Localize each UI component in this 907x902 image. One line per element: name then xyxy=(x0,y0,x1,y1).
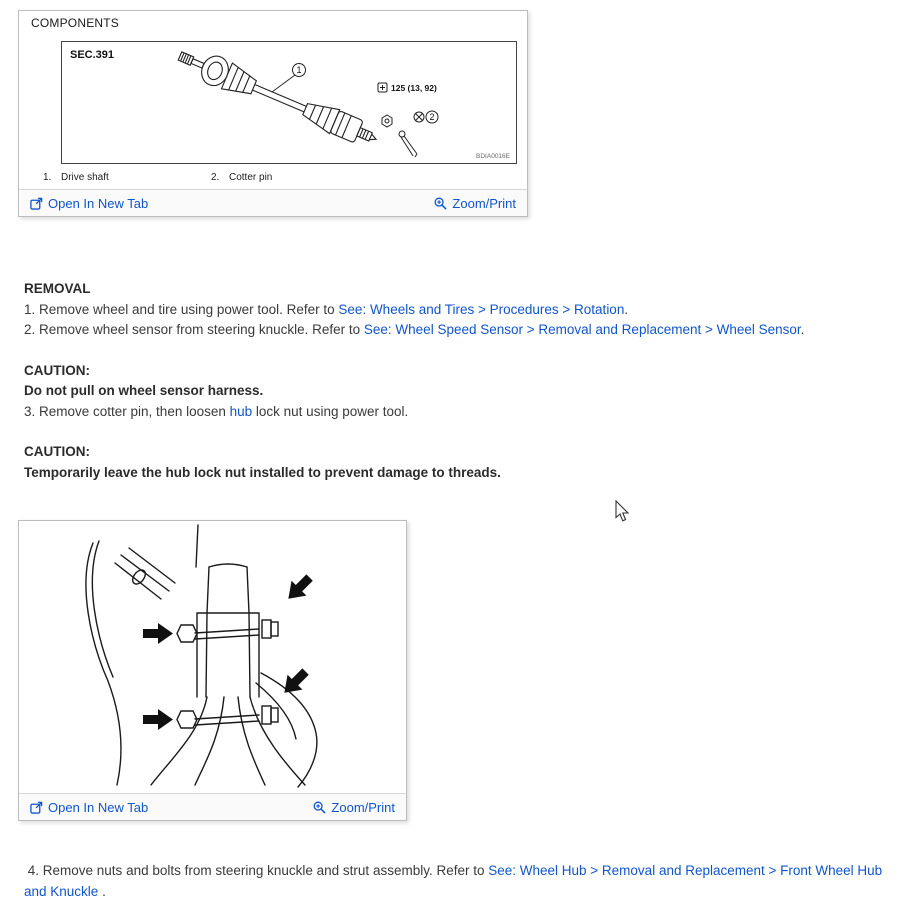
knuckle-strut-drawing xyxy=(86,525,317,787)
cotter-pin-drawing xyxy=(399,131,417,157)
figure-title: COMPONENTS xyxy=(31,16,120,30)
caution-2-text: Temporarily leave the hub lock nut installed to prevent damage to threads. xyxy=(24,464,501,480)
drive-shaft-drawing xyxy=(174,42,382,153)
step-1 xyxy=(24,300,890,321)
open-in-new-tab-link[interactable] xyxy=(30,800,148,815)
step-4 xyxy=(24,861,888,902)
removal-heading: REMOVAL xyxy=(24,281,91,296)
callout-2-number: 2 xyxy=(429,112,435,122)
figure2-footer xyxy=(19,793,406,820)
figure-code: BDIA0016E xyxy=(476,153,510,160)
figure-legend xyxy=(19,172,527,186)
legend-2-label: Cotter pin xyxy=(229,172,273,183)
procedure-text xyxy=(24,279,890,483)
step-4-text: 4. Remove nuts and bolts from steering knuckle and strut assembly. Refer to xyxy=(24,863,489,878)
zoom-print-link[interactable] xyxy=(434,196,516,211)
open-in-new-tab-label: Open In New Tab xyxy=(48,195,149,211)
callout-1-number: 1 xyxy=(296,65,302,75)
zoom-print-link[interactable] xyxy=(313,800,395,815)
legend-2-number: 2. xyxy=(211,172,220,183)
step-4-link[interactable]: See: Wheel Hub > Removal and Replacement > Front Wheel Hub and Knuckle xyxy=(24,863,886,899)
step-2 xyxy=(24,320,890,341)
pointer-arrows xyxy=(143,570,317,730)
mouse-cursor xyxy=(615,500,630,523)
zoom-icon xyxy=(434,197,447,210)
step-3 xyxy=(24,402,890,423)
components-figure-card xyxy=(18,10,528,217)
arrow-lower-left xyxy=(143,709,173,730)
torque-value: 125 (13, 92) xyxy=(391,83,437,93)
arrow-lower-right xyxy=(277,664,313,700)
steering-knuckle-diagram xyxy=(19,521,406,793)
step-2-text: 2. Remove wheel sensor from steering knuckle. Refer to xyxy=(24,322,364,337)
caution-1-heading: CAUTION: xyxy=(24,362,90,378)
zoom-icon xyxy=(313,801,326,814)
discard-symbol-icon xyxy=(414,112,424,122)
drive-shaft-diagram xyxy=(62,42,516,163)
zoom-print-label: Zoom/Print xyxy=(331,799,395,815)
step-1-link[interactable]: See: Wheels and Tires > Procedures > Rotation xyxy=(338,301,625,317)
step-3-suffix: lock nut using power tool. xyxy=(252,403,409,419)
caution-1-text: Do not pull on wheel sensor harness. xyxy=(24,383,264,398)
legend-1-label: Drive shaft xyxy=(61,172,109,183)
arrow-upper-left xyxy=(143,623,173,644)
figure1-footer xyxy=(19,189,527,216)
lock-nut-drawing xyxy=(382,115,392,127)
legend-1-number: 1. xyxy=(43,172,52,183)
caution-2-heading: CAUTION: xyxy=(24,444,90,459)
external-link-icon xyxy=(30,197,43,210)
torque-icon xyxy=(378,83,387,92)
arrow-upper-right xyxy=(281,570,317,606)
knuckle-figure-card xyxy=(18,520,407,821)
external-link-icon xyxy=(30,801,43,814)
diagram-section-label: SEC.391 xyxy=(70,49,115,61)
step-3-link[interactable]: hub xyxy=(229,403,253,419)
step-2-suffix: . xyxy=(800,322,805,337)
open-in-new-tab-label: Open In New Tab xyxy=(48,799,149,815)
drive-shaft-diagram-frame xyxy=(61,41,517,164)
step-2-link[interactable]: See: Wheel Speed Sensor > Removal and Replacement > Wheel Sensor xyxy=(363,322,801,337)
step-1-suffix: . xyxy=(624,301,629,317)
open-in-new-tab-link[interactable] xyxy=(30,196,148,211)
zoom-print-label: Zoom/Print xyxy=(452,195,516,211)
steering-knuckle-diagram-frame xyxy=(19,521,406,793)
step-1-text: 1. Remove wheel and tire using power tool. Refer to xyxy=(24,301,339,317)
step-3-text: 3. Remove cotter pin, then loosen xyxy=(24,403,230,419)
step-4-suffix: . xyxy=(98,883,106,899)
